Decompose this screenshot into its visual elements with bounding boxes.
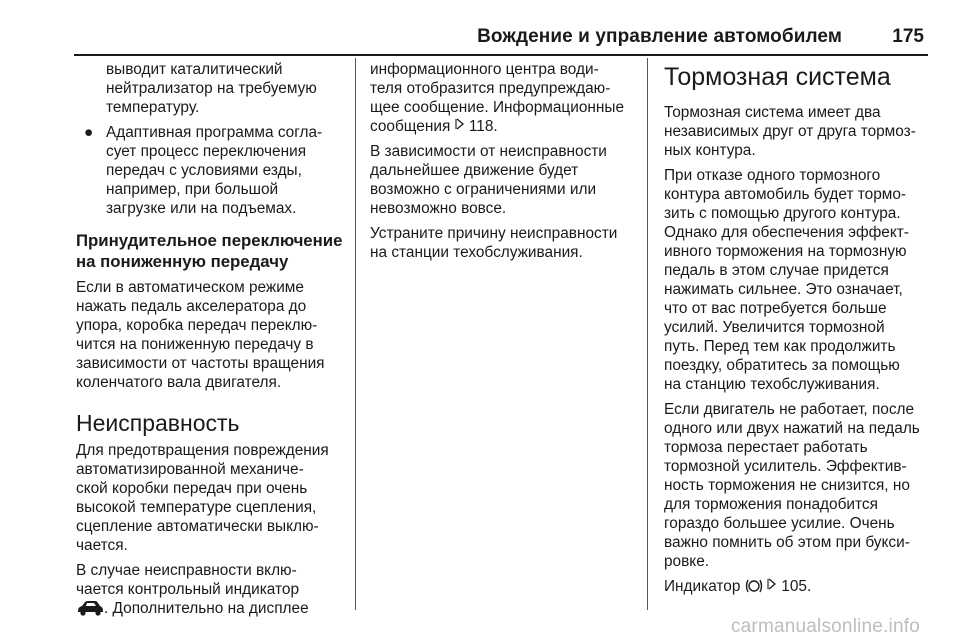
reference-arrow-icon (455, 118, 465, 130)
dependency-paragraph: В зависимости от неисправности дальнейшее движение будет возможно с ограничениями или невозможно вовсе. (370, 143, 607, 217)
column-2 (370, 60, 640, 268)
header-rule (74, 54, 928, 56)
brake-paragraph-2: При отказе одного тормозного контура автомобиль будет тормо- зить с помощью другого контура. Однако для обеспечения эффект- ивного торможения на тормозную педаль в этом случае придется нажимать сильнее. Это означает, что от вас потребуется больше усилий. Увеличится тормозной путь. Перед тем как продолжить поездку, обратитесь за помощью на станцию техобслуживания. (664, 167, 909, 393)
info-message-paragraph: информационного центра води- теля отобразится предупреждаю- щее сообщение. Информационные сообщения 118. (370, 61, 625, 135)
fault-paragraph-1: Для предотвращения повреждения автоматизированной механиче- ской коробки передач при очень высокой температуре сцепления, сцепление автоматически выклю- чается. (76, 442, 329, 554)
page-reference[interactable]: 105. (781, 578, 812, 595)
brake-paragraph-3: Если двигатель не работает, после одного или двух нажатий на педаль тормоза перестает работать тормозной усилитель. Эффектив- ность торможения не снизится, но для торможения понадобится гораздо большее усилие. Очень важно помнить об этом при букси- ровке. (664, 401, 920, 570)
indicator-line: Индикатор 105. (664, 578, 812, 595)
column-divider-1 (355, 58, 356, 610)
kickdown-heading: Принудительное переключение на пониженную передачу (76, 231, 343, 271)
page-number: 175 (892, 26, 924, 47)
header-title: Вождение и управление автомобилем (477, 26, 842, 47)
fault-heading: Неисправность (76, 410, 240, 436)
bullet-dot: ● (84, 124, 94, 141)
watermark: carmanualsonline.info (730, 616, 920, 637)
page-header (0, 0, 960, 57)
service-paragraph: Устраните причину неисправности на станции техобслуживания. (370, 225, 618, 261)
continued-text: выводит каталитический нейтрализатор на требуемую температуру. (106, 61, 317, 116)
bullet-item: ● Адаптивная программа согла- сует процесс переключения передач с условиями езды, например, при большой загрузке или на подъемах. (84, 124, 323, 217)
brake-system-heading: Тормозная система (664, 63, 891, 91)
car-fault-icon (76, 600, 104, 616)
column-3 (664, 60, 932, 602)
kickdown-text: Если в автоматическом режиме нажать педаль акселератора до упора, коробка передач переклю- чится на пониженную передачу в зависимости от частоты вращения коленчатого вала двигателя. (76, 279, 325, 391)
brake-warning-icon (745, 578, 763, 594)
page-reference[interactable]: 118. (468, 118, 498, 135)
column-divider-2 (647, 58, 648, 610)
brake-paragraph-1: Тормозная система имеет два независимых друг от друга тормоз- ных контура. (664, 104, 916, 159)
fault-paragraph-2: В случае неисправности вклю- чается контрольный индикатор . Дополнительно на дисплее (76, 562, 309, 617)
column-1 (76, 60, 344, 624)
reference-arrow-icon (767, 578, 777, 590)
